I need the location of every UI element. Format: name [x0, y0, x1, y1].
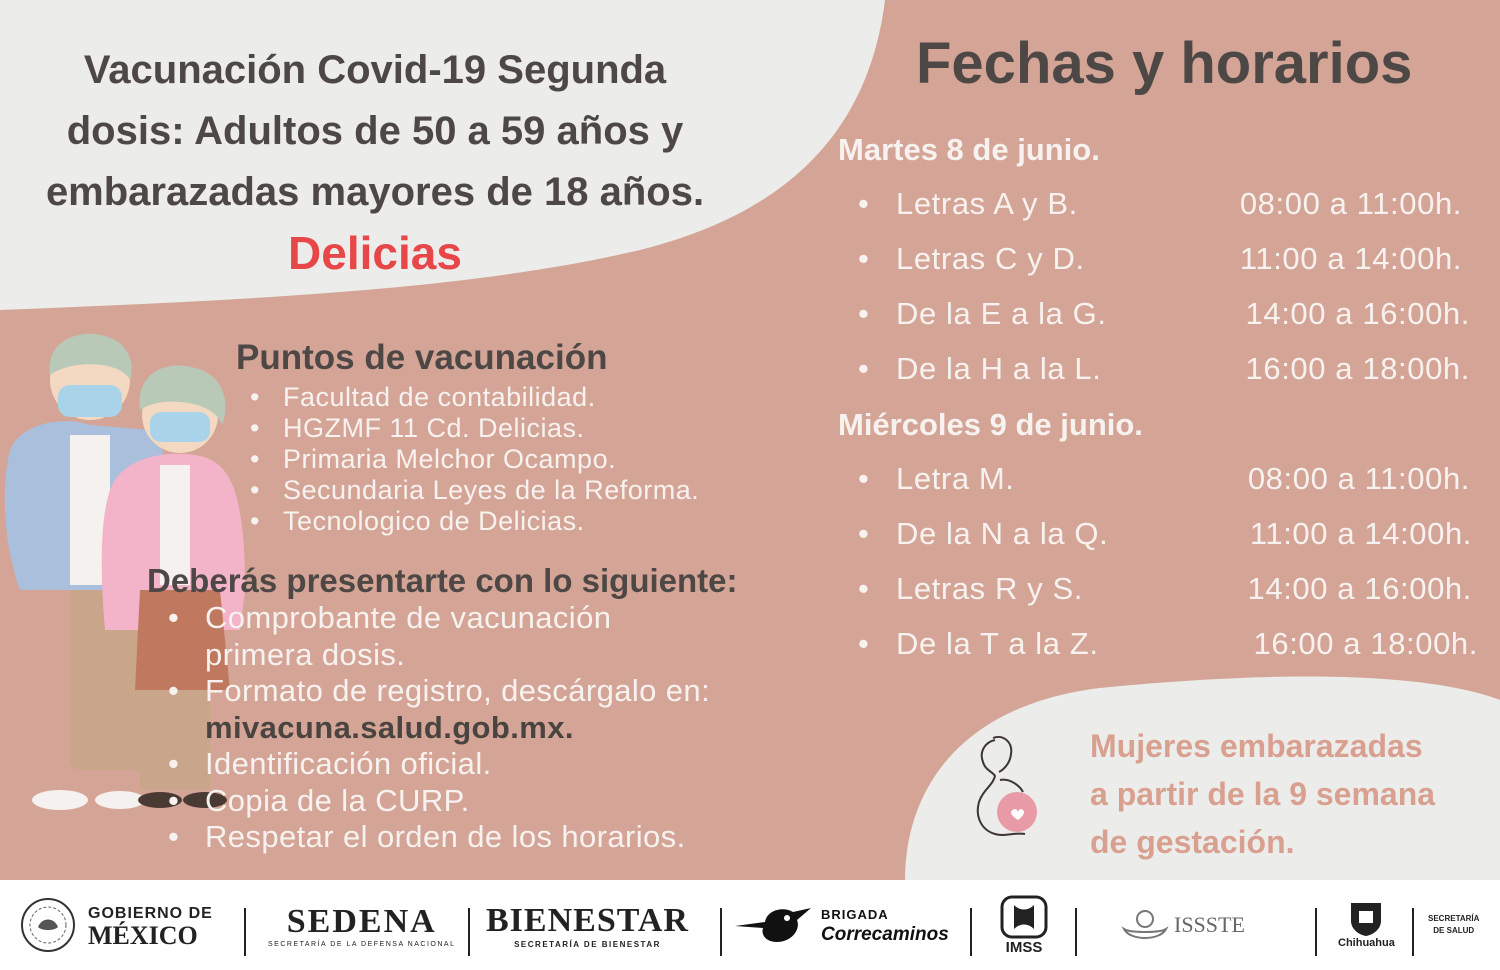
list-item: • Facultad de contabilidad. — [250, 382, 699, 413]
roadrunner-icon — [735, 900, 813, 950]
correcaminos-text: Correcaminos — [821, 924, 949, 945]
list-item: • Identificación oficial. — [168, 746, 710, 783]
schedule-row: • De la H a la L. 16:00 a 18:00h. — [858, 351, 1470, 386]
pregnant-woman-icon — [965, 730, 1045, 845]
day-label: Miércoles 9 de junio. — [838, 407, 1143, 442]
list-item: • Secundaria Leyes de la Reforma. — [250, 475, 699, 506]
chihuahua-logo — [1338, 880, 1395, 970]
issste-logo — [1120, 880, 1245, 970]
schedule-row: • Letras R y S. 14:00 a 16:00h. — [858, 571, 1472, 606]
fechas-heading: Fechas y horarios — [916, 31, 1413, 96]
embarazadas-note — [1090, 722, 1435, 866]
footer-divider — [244, 908, 246, 956]
list-item: • Respetar el orden de los horarios. — [168, 819, 710, 856]
slot-time: 14:00 a 16:00h. — [1245, 296, 1470, 331]
slot-time: 11:00 a 14:00h. — [1239, 241, 1462, 276]
day-label: Martes 8 de junio. — [838, 132, 1100, 167]
chihuahua-text: Chihuahua — [1338, 937, 1395, 949]
imss-logo — [1000, 880, 1048, 970]
sedena-sub: SECRETARÍA DE LA DEFENSA NACIONAL — [268, 940, 456, 948]
city-name: Delicias — [288, 227, 462, 279]
main-title — [0, 40, 750, 284]
slot-group: Letra M. — [896, 461, 1015, 496]
brigada-correcaminos-logo — [735, 880, 949, 970]
footer-divider — [1315, 908, 1317, 956]
slot-group: De la E a la G. — [896, 296, 1107, 331]
slot-time: 16:00 a 18:00h. — [1253, 626, 1478, 661]
brigada-text: BRIGADA — [821, 907, 889, 922]
req-text: Formato de registro, descárgalo en: — [205, 673, 711, 708]
gob-line1: GOBIERNO DE — [88, 905, 213, 922]
schedule-row: • Letra M. 08:00 a 11:00h. — [858, 461, 1470, 496]
registro-url[interactable]: mivacuna.salud.gob.mx. — [205, 709, 574, 745]
note-line: Mujeres embarazadas — [1090, 728, 1423, 764]
slot-group: Letras C y D. — [896, 241, 1085, 276]
gobierno-mexico-logo — [20, 880, 213, 970]
gob-line2: MÉXICO — [88, 921, 198, 950]
note-line: de gestación. — [1090, 824, 1295, 860]
bienestar-text: BIENESTAR — [486, 901, 689, 939]
footer-divider — [1412, 908, 1414, 956]
schedule-row: • Letras C y D. 11:00 a 14:00h. — [858, 241, 1462, 276]
title-line: dosis: Adultos de 50 a 59 años y — [66, 109, 684, 153]
footer-divider — [468, 908, 470, 956]
list-item: • Tecnologico de Delicias. — [250, 506, 699, 537]
schedule-row: • Letras A y B. 08:00 a 11:00h. — [858, 186, 1462, 221]
imss-text: IMSS — [1005, 938, 1043, 956]
slot-time: 11:00 a 14:00h. — [1249, 516, 1472, 551]
national-seal-icon — [20, 897, 76, 953]
slot-time: 14:00 a 16:00h. — [1247, 571, 1472, 606]
list-item: • Primaria Melchor Ocampo. — [250, 444, 699, 475]
chihuahua-shield-icon — [1349, 901, 1383, 937]
imss-emblem-icon — [1000, 895, 1048, 939]
slot-group: Letras A y B. — [896, 186, 1078, 221]
slot-group: Letras R y S. — [896, 571, 1083, 606]
issste-text: ISSSTE — [1174, 912, 1245, 937]
puntos-list — [250, 382, 699, 537]
req-text: primera dosis. — [205, 636, 406, 672]
slot-group: De la T a la Z. — [896, 626, 1099, 661]
slot-group: De la H a la L. — [896, 351, 1102, 386]
bienestar-sub: SECRETARÍA DE BIENESTAR — [514, 939, 661, 949]
bienestar-logo — [486, 880, 689, 970]
schedule-row: • De la T a la Z. 16:00 a 18:00h. — [858, 626, 1478, 661]
requisitos-heading: Deberás presentarte con lo siguiente: — [147, 562, 738, 599]
list-item: • HGZMF 11 Cd. Delicias. — [250, 413, 699, 444]
schedule-row: • De la E a la G. 14:00 a 16:00h. — [858, 296, 1470, 331]
footer-logos-bar — [0, 880, 1500, 970]
salud-line1: SECRETARÍA — [1428, 914, 1480, 923]
footer-divider — [970, 908, 972, 956]
schedule-row: • De la N a la Q. 11:00 a 14:00h. — [858, 516, 1472, 551]
note-line: a partir de la 9 semana — [1090, 776, 1436, 812]
sedena-logo — [268, 880, 455, 970]
requisitos-list — [168, 600, 710, 856]
issste-hands-icon — [1120, 903, 1170, 947]
req-text: Comprobante de vacunación — [205, 600, 612, 635]
puntos-heading: Puntos de vacunación — [236, 338, 608, 377]
footer-divider — [720, 908, 722, 956]
sedena-text: SEDENA — [286, 902, 437, 940]
slot-time: 08:00 a 11:00h. — [1239, 186, 1462, 221]
title-line: embarazadas mayores de 18 años. — [45, 170, 705, 214]
slot-group: De la N a la Q. — [896, 516, 1109, 551]
slot-time: 08:00 a 11:00h. — [1247, 461, 1470, 496]
slot-time: 16:00 a 18:00h. — [1245, 351, 1470, 386]
list-item: • Copia de la CURP. — [168, 783, 710, 820]
list-item — [168, 600, 710, 673]
list-item — [168, 673, 710, 746]
secretaria-salud-logo — [1428, 880, 1479, 970]
footer-divider — [1075, 908, 1077, 956]
title-line: Vacunación Covid-19 Segunda — [83, 48, 667, 92]
salud-line2: DE SALUD — [1433, 926, 1475, 935]
